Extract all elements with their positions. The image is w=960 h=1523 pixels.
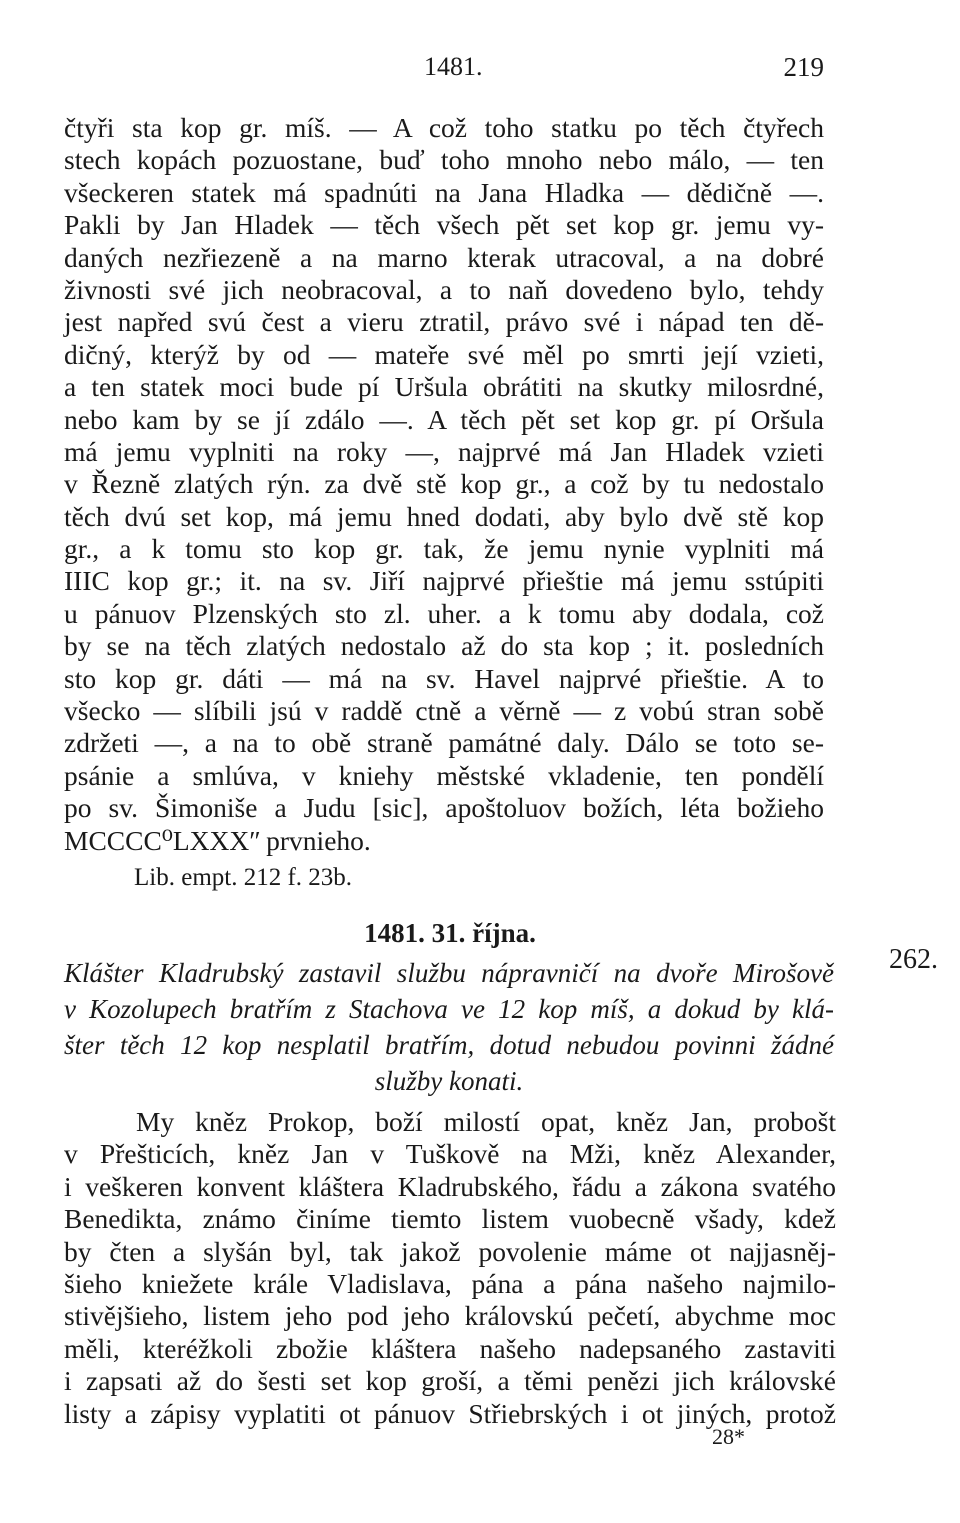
text-line: gr., a k tomu sto kop gr. tak, že jemu nynie vyplniti má: [64, 533, 824, 565]
charter-text: [64, 1106, 836, 1430]
document-date-heading: 1481. 31. října.: [364, 918, 536, 948]
running-head: [64, 52, 824, 92]
text-line: MCCCC⁰LXXXʺ prvnieho.: [64, 824, 371, 856]
regest-line: Klášter Kladrubský zastavil službu nápravničí na dvoře Mirošově: [64, 958, 834, 988]
charter-line: Benedikta, známo činíme tiemto listem vuobecně všady, kdež: [64, 1203, 836, 1235]
text-line: by se na těch zlatých nedostalo až do sta kop ; it. posledních: [64, 630, 824, 662]
charter-line: v Přešticích, kněz Jan v Tuškově na Mži, kněz Alexander,: [64, 1138, 836, 1170]
charter-line: by čten a slyšán byl, tak jakož povolenie máme ot najjasněj-: [64, 1235, 836, 1267]
regest-line: služby konati.: [374, 1066, 524, 1096]
continued-charter-text: [64, 112, 824, 857]
document-regest: [64, 955, 834, 1099]
charter-line: listy a zápisy vyplatiti ot pánuov Střiebrských i ot jiných, protož: [64, 1397, 836, 1429]
text-line: dičný, kterýž by od — mateře své měl po smrti její vzieti,: [64, 338, 824, 370]
document-number: 262.: [889, 944, 938, 975]
text-line: má jemu vyplniti na roky —, najprvé má Jan Hladek vzieti: [64, 435, 824, 467]
charter-line: i zapsati až do šesti set kop groší, a těmi penězi jich královské: [64, 1365, 836, 1397]
text-line: Pakli by Jan Hladek — těch všech pět set kop gr. jemu vy-: [64, 209, 824, 241]
charter-line: stivějšieho, listem jeho pod jeho královskú pečetí, abychme moc: [64, 1300, 836, 1332]
text-line: psánie a smlúva, v kniehy městské vkladenie, ten pondělí: [64, 759, 824, 791]
text-line: u pánuov Plzenských sto zl. uher. a k tomu aby dodala, což: [64, 597, 824, 629]
text-line: jest napřed svú čest a vieru ztratil, právo své i nápad ten dě-: [64, 306, 824, 338]
text-line: po sv. Šimoniše a Judu [sic], apoštoluov božích, léta božieho: [64, 792, 824, 824]
text-line: čtyři sta kop gr. míš. — A což toho statku po těch čtyřech: [64, 112, 824, 143]
source-reference: Lib. empt. 212 f. 23b.: [134, 864, 353, 891]
text-line: daných nezřiezeně a na marno kterak utracoval, a na dobré: [64, 241, 824, 273]
text-line: v Řezně zlatých rýn. za dvě stě kop gr., a což by tu nedostalo: [64, 468, 824, 500]
text-line: všeckeren statek má spadnúti na Jana Hladka — dědičně —.: [64, 176, 824, 208]
charter-line: i veškeren konvent kláštera Kladrubského, řádu a zákona svatého: [64, 1170, 836, 1202]
text-line: nebo kam by se jí zdálo —. A těch pět set kop gr. pí Oršula: [64, 403, 824, 435]
text-line: a ten statek moci bude pí Uršula obrátiti na skutky milosrdné,: [64, 371, 824, 403]
regest-line: šter těch 12 kop nesplatil bratřím, dotud nebudou povinni žádné: [64, 1030, 834, 1060]
charter-line: měli, kteréžkoli zbožie kláštera našeho nadepsaného zastaviti: [64, 1332, 836, 1364]
text-line: IIIC kop gr.; it. na sv. Jiří najprvé přieštie má jemu sstúpiti: [64, 565, 824, 597]
text-line: stech kopách pozuostane, buď toho mnoho nebo málo, — ten: [64, 144, 824, 176]
charter-line: My kněz Prokop, boží milostí opat, kněz Jan, probošt: [136, 1106, 836, 1137]
text-line: těch dvú set kop, má jemu hned dodati, aby bylo dvě stě kop: [64, 500, 824, 532]
page-number: 219: [783, 52, 824, 82]
running-head-year: 1481.: [424, 52, 483, 81]
regest-line: v Kozolupech bratřím z Stachova ve 12 kop míš, a dokud by klá-: [64, 994, 834, 1024]
text-line: sto kop gr. dáti — má na sv. Havel najprvé přieštie. A to: [64, 662, 824, 694]
text-line: všecko — slíbili jsú v raddě ctně a věrně — z vobú stran sobě: [64, 695, 824, 727]
charter-line: šieho kniežete krále Vladislava, pána a pána našeho najmilo-: [64, 1267, 836, 1299]
text-line: živnosti své jich neobracoval, a to naň dovedeno bylo, tehdy: [64, 273, 824, 305]
text-line: zdržeti —, a na to obě straně památné daly. Dálo se toto se-: [64, 727, 824, 759]
signature-mark: 28*: [712, 1424, 745, 1449]
